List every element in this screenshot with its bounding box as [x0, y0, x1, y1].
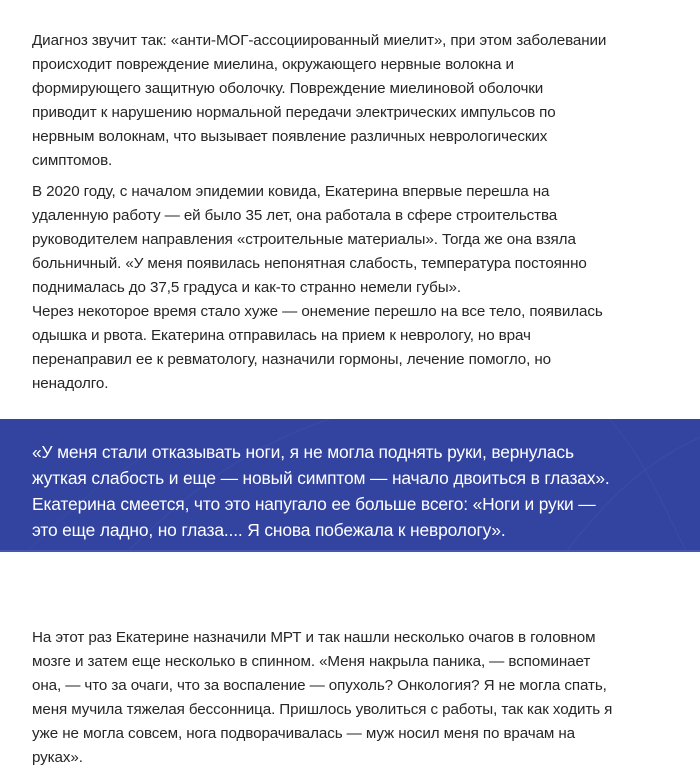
paragraph-line: она, — что за очаги, что за воспаление — опухоль? Онкология? Я не могла спать, — [32, 677, 607, 694]
paragraph-line: происходит повреждение миелина, окружающего нервные волокна и — [32, 56, 514, 73]
quote-line: «У меня стали отказывать ноги, я не могла поднять руки, вернулась — [32, 442, 574, 462]
paragraph-line: перенаправил ее к ревматологу, назначили гормоны, лечение помогло, но — [32, 351, 552, 368]
paragraph-line: В 2020 году, с началом эпидемии ковида, Екатерина впервые перешла на — [32, 183, 550, 200]
quote-line: Екатерина смеется, что это напугало ее больше всего: «Ноги и руки — — [32, 494, 596, 514]
quote-text — [32, 439, 692, 543]
paragraph-line: Диагноз звучит так: «анти-МОГ-ассоциированный миелит», при этом заболевании — [32, 32, 607, 49]
article-paragraph-diagnosis — [32, 29, 682, 173]
paragraph-line: поднималась до 37,5 градуса и как-то странно немели губы». — [32, 279, 462, 296]
paragraph-line: руках». — [32, 749, 83, 766]
article-paragraph-mri — [32, 626, 682, 770]
quote-block-bottom-edge — [0, 550, 700, 552]
paragraph-line: симптомов. — [32, 152, 113, 169]
highlighted-quote-block — [0, 419, 700, 552]
paragraph-line: мозге и затем еще несколько в спинном. «Меня накрыла паника, — вспоминает — [32, 653, 591, 670]
paragraph-line: удаленную работу — ей было 35 лет, она работала в сфере строительства — [32, 207, 558, 224]
paragraph-line: нервным волокнам, что вызывает появление различных неврологических — [32, 128, 548, 145]
paragraph-line: приводит к нарушению нормальной передачи электрических импульсов по — [32, 104, 556, 121]
paragraph-line: руководителем направления «строительные материалы». Тогда же она взяла — [32, 231, 576, 248]
paragraph-line: ненадолго. — [32, 375, 109, 392]
paragraph-line: уже не могла совсем, нога подворачивалась — муж носил меня по врачам на — [32, 725, 576, 742]
paragraph-line: На этот раз Екатерине назначили МРТ и так нашли несколько очагов в головном — [32, 629, 596, 646]
article-paragraph-2020 — [32, 180, 682, 300]
paragraph-line: меня мучила тяжелая бессонница. Пришлось уволиться с работы, так как ходить я — [32, 701, 613, 718]
paragraph-line: формирующего защитную оболочку. Повреждение миелиновой оболочки — [32, 80, 544, 97]
paragraph-line: Через некоторое время стало хуже — онемение перешло на все тело, появилась — [32, 303, 603, 320]
paragraph-line: больничный. «У меня появилась непонятная слабость, температура постоянно — [32, 255, 587, 272]
article-paragraph-worsening — [32, 300, 682, 396]
quote-line: жуткая слабость и еще — новый симптом — начало двоиться в глазах». — [32, 468, 610, 488]
paragraph-line: одышка и рвота. Екатерина отправилась на прием к неврологу, но врач — [32, 327, 531, 344]
quote-line: это еще ладно, но глаза.... Я снова побежала к неврологу». — [32, 520, 506, 540]
